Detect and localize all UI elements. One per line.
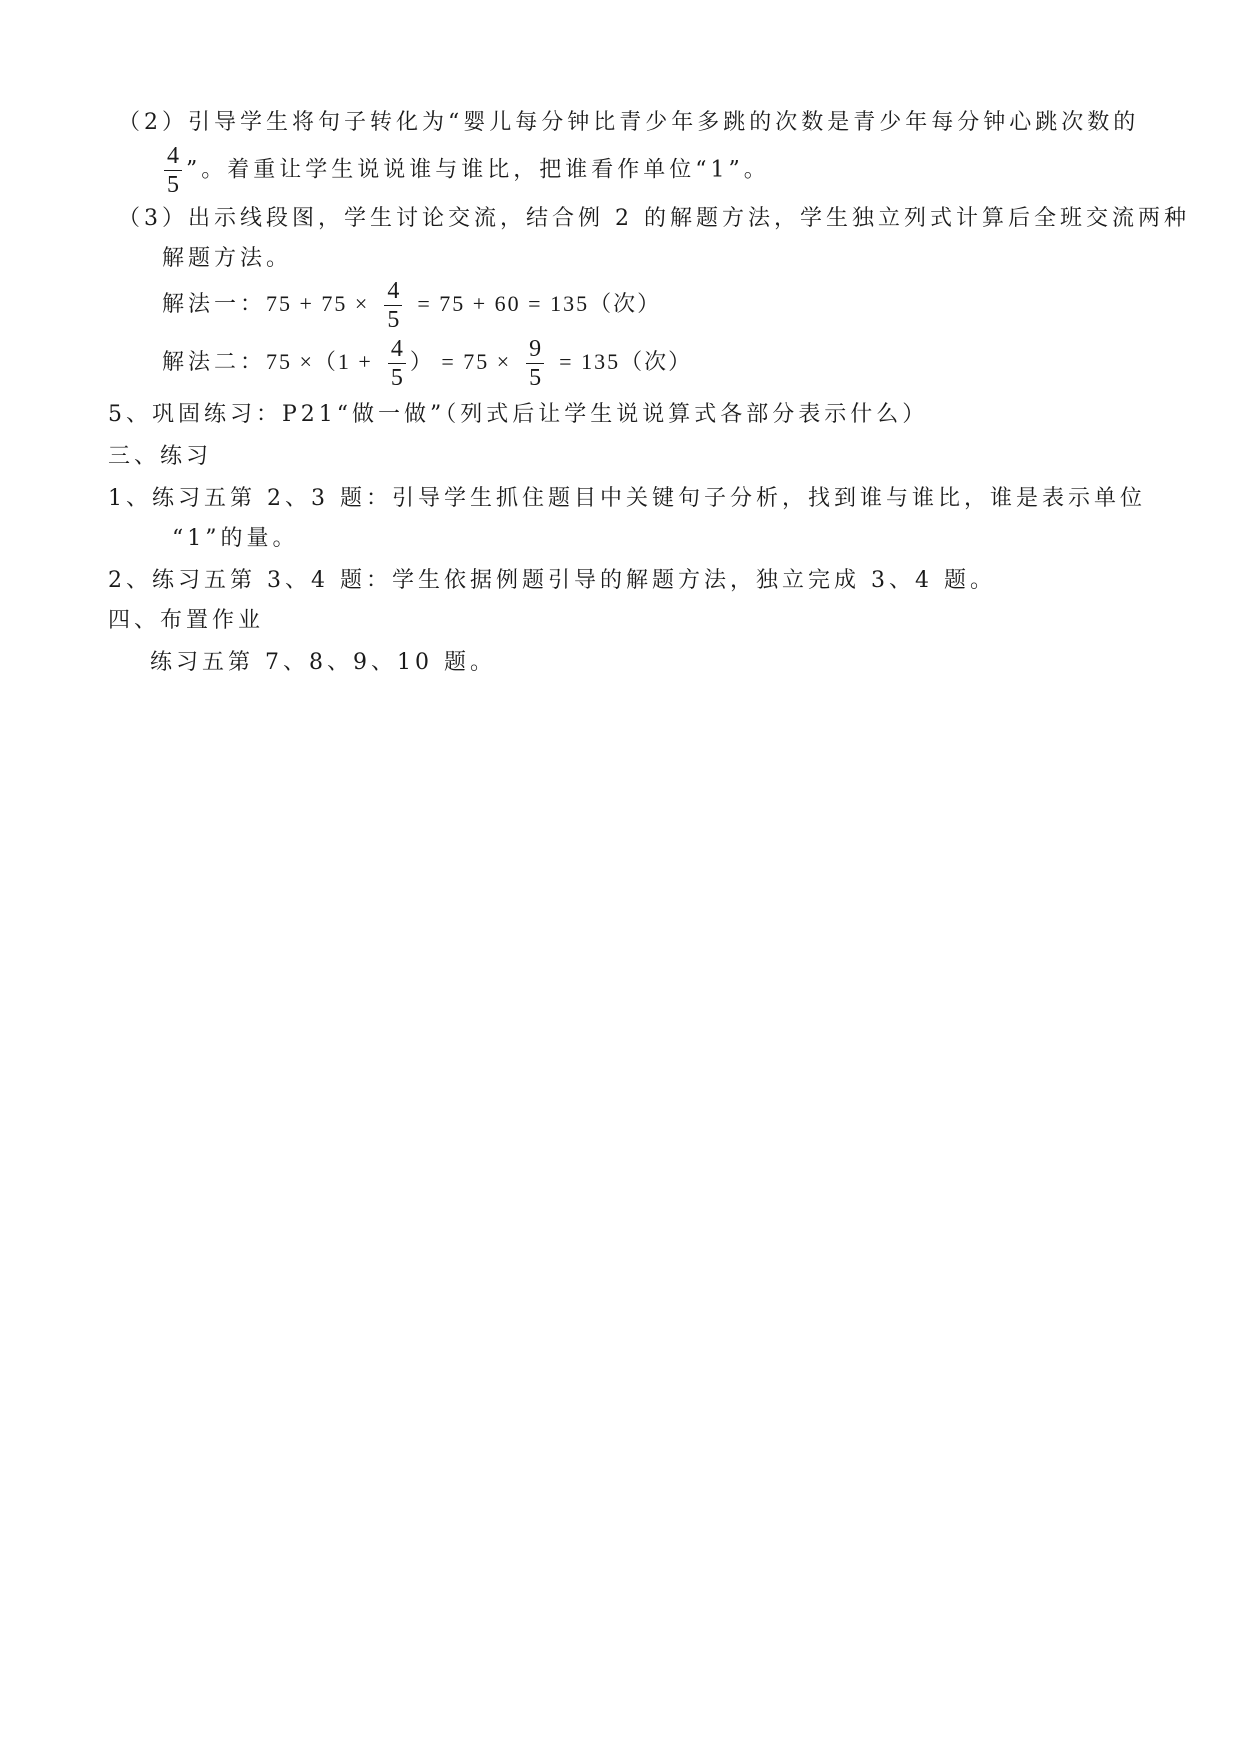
- method-2-equation: [162, 332, 692, 393]
- step-3-line-1: （3）出示线段图，学生讨论交流，结合例 2 的解题方法，学生独立列式计算后全班交流两种: [118, 206, 1190, 231]
- step-3-line-2: 解题方法。: [162, 246, 293, 271]
- method-1-label: 解法一：: [162, 292, 267, 317]
- method-1-expr-before: 75 + 75 ×: [266, 291, 370, 316]
- item-5-consolidation: 5、巩固练习：P21“做一做”（列式后让学生说说算式各部分表示什么）: [108, 402, 929, 427]
- fraction-numerator: 4: [164, 142, 182, 171]
- step-2-line-2: [160, 142, 770, 199]
- step-2-line-2-text: ”。着重让学生说说谁与谁比，把谁看作单位“1”。: [186, 157, 770, 183]
- method-1-expr-after: = 75 + 60 = 135（次）: [417, 291, 662, 316]
- method-2-expr-after: = 135（次）: [559, 349, 693, 374]
- method-2-fraction-1: [388, 335, 406, 392]
- fraction-four-fifths: [164, 142, 182, 199]
- fraction-denominator: 5: [387, 306, 400, 333]
- exercise-2: 2、练习五第 3、4 题：学生依据例题引导的解题方法，独立完成 3、4 题。: [108, 568, 996, 593]
- method-2-expr-mid: ） = 75 ×: [409, 349, 512, 374]
- method-1-fraction: [384, 277, 402, 334]
- method-1-equation: [162, 274, 661, 335]
- fraction-numerator: 4: [388, 335, 406, 364]
- homework-assignment: 练习五第 7、8、9、10 题。: [150, 650, 496, 675]
- fraction-denominator: 5: [529, 364, 542, 391]
- exercise-1-line-2: “1”的量。: [172, 526, 299, 551]
- method-2-fraction-2: [526, 335, 544, 392]
- method-2-label: 解法二：: [162, 350, 267, 375]
- method-2-expr-before: 75 ×（1 +: [266, 349, 373, 374]
- fraction-numerator: 4: [384, 277, 402, 306]
- section-3-heading: 三、练习: [108, 444, 213, 469]
- fraction-numerator: 9: [526, 335, 544, 364]
- fraction-denominator: 5: [167, 172, 179, 198]
- fraction-denominator: 5: [390, 364, 403, 391]
- section-4-heading: 四、布置作业: [108, 608, 265, 633]
- step-2-line-1: （2）引导学生将句子转化为“婴儿每分钟比青少年多跳的次数是青少年每分钟心跳次数的: [118, 110, 1140, 135]
- exercise-1-line-1: 1、练习五第 2、3 题：引导学生抓住题目中关键句子分析，找到谁与谁比，谁是表示单位: [108, 486, 1146, 511]
